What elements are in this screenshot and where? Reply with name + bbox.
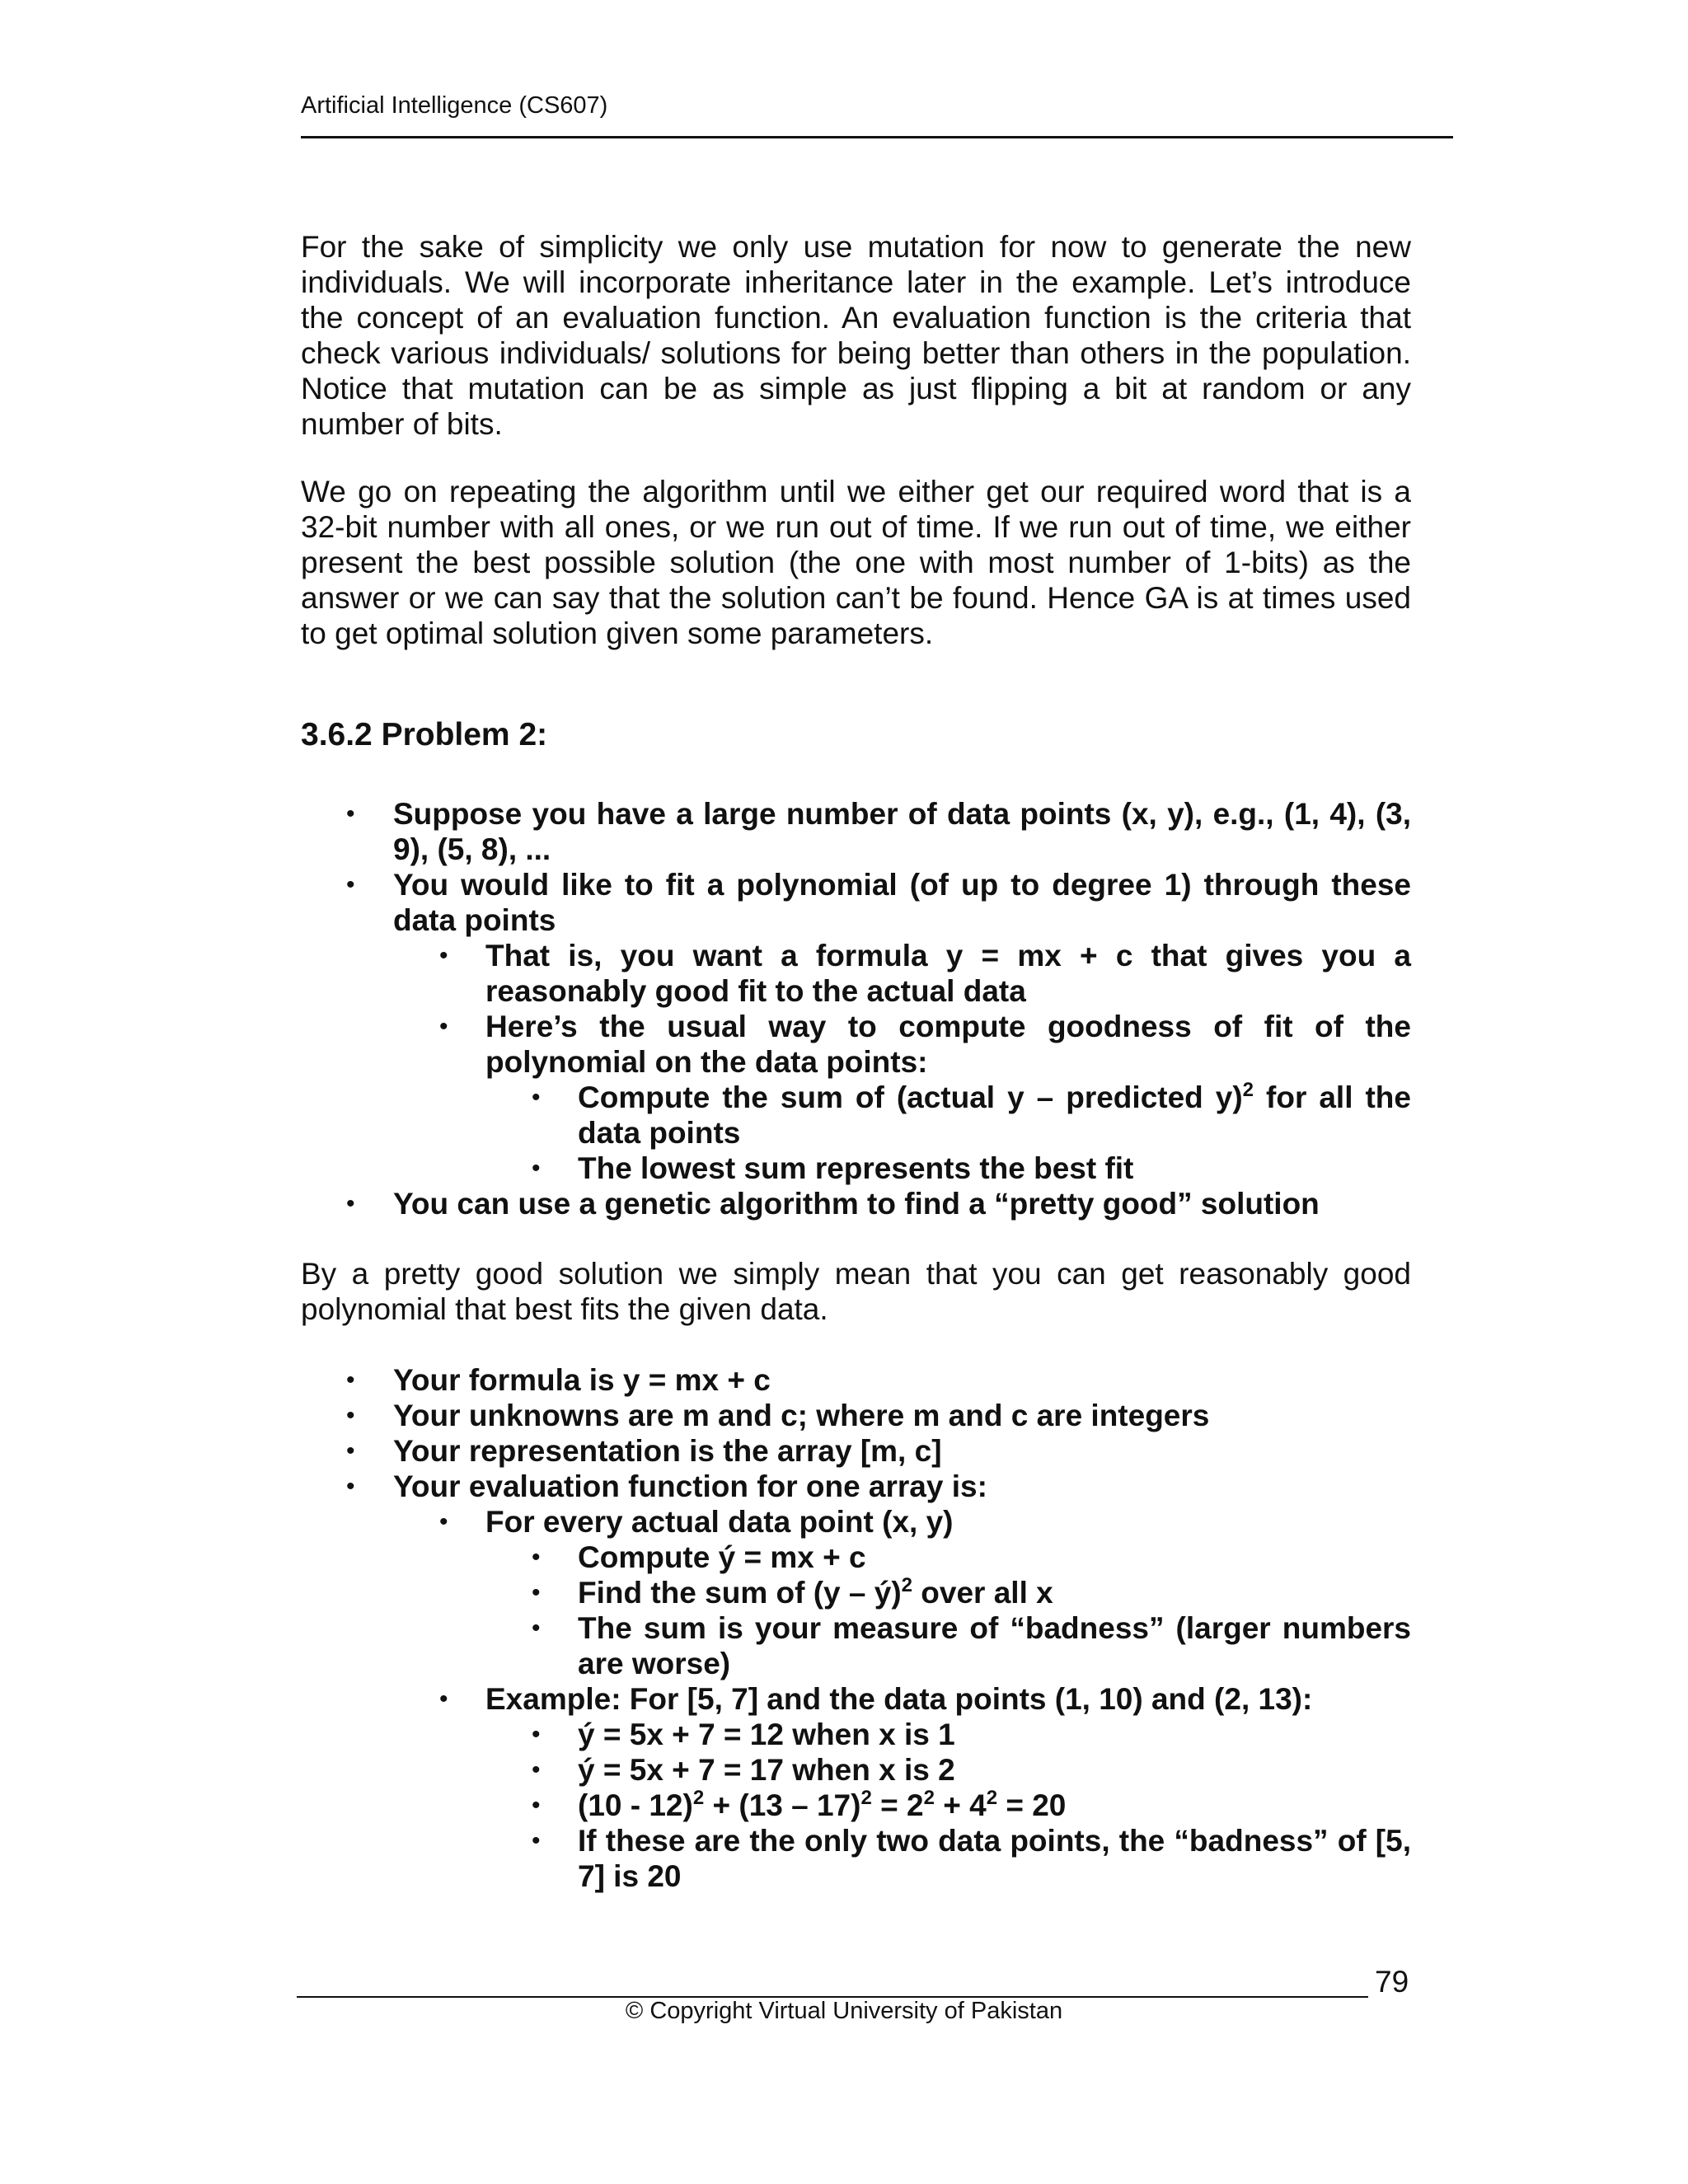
bullet-icon: •	[346, 1366, 355, 1394]
superscript: 2	[901, 1574, 912, 1596]
bullet-icon: •	[532, 1615, 541, 1642]
paragraph-3	[301, 1256, 1411, 1327]
list-item-text: Your evaluation function for one array is:	[393, 1469, 987, 1503]
representation-bullet-list	[301, 1362, 1411, 1894]
bullet-icon: •	[532, 1084, 541, 1111]
text-run: + 4	[934, 1788, 987, 1822]
superscript: 2	[1242, 1079, 1254, 1101]
bullet-icon: •	[532, 1155, 541, 1182]
list-item	[301, 1151, 1411, 1186]
list-item	[301, 1823, 1411, 1894]
list-item-text: ý = 5x + 7 = 12 when x is 1	[578, 1718, 955, 1751]
list-item	[301, 796, 1411, 867]
list-item-text: Your formula is y = mx + c	[393, 1363, 771, 1397]
list-item	[301, 1575, 1411, 1610]
superscript: 2	[986, 1787, 998, 1809]
list-item-text: Example: For [5, 7] and the data points (1, 10) and (2, 13):	[485, 1682, 1313, 1716]
list-item	[301, 1540, 1411, 1575]
paragraph-1	[301, 229, 1411, 442]
copyright-notice: © Copyright Virtual University of Pakistan	[625, 1998, 1063, 2024]
text-run: Compute the sum of (actual y – predicted y)	[578, 1080, 1243, 1114]
list-item-text: The lowest sum represents the best fit	[578, 1151, 1134, 1185]
bullet-icon: •	[532, 1756, 541, 1783]
bullet-icon: •	[532, 1827, 541, 1854]
paragraph-text: We go on repeating the algorithm until we either get our required word that is a 32-bit number with all ones, or we run out of time. If we run out of time, we either present the best possible solution (the one with most number of 1-bits) as the answer or we can say that the solution can’t be found. Hence GA is at times used to get optimal solution given some parameters.	[301, 475, 1411, 650]
text-run: for all the data points	[578, 1080, 1411, 1150]
list-item-text: You can use a genetic algorithm to find a “pretty good” solution	[393, 1187, 1320, 1221]
text-run: over all x	[912, 1576, 1053, 1610]
bullet-icon: •	[346, 1473, 355, 1500]
bullet-icon: •	[439, 1013, 448, 1040]
bullet-icon: •	[346, 1402, 355, 1429]
bullet-icon: •	[532, 1544, 541, 1571]
superscript: 2	[860, 1787, 872, 1809]
list-item-text: Your representation is the array [m, c]	[393, 1434, 942, 1468]
superscript: 2	[923, 1787, 935, 1809]
bullet-icon: •	[439, 942, 448, 969]
list-item	[301, 1469, 1411, 1504]
list-item-text: For every actual data point (x, y)	[485, 1505, 954, 1539]
list-item	[301, 1433, 1411, 1469]
list-item	[301, 1788, 1411, 1823]
text-run: (10 - 12)	[578, 1788, 693, 1822]
bullet-icon: •	[346, 1190, 355, 1217]
list-item	[301, 1610, 1411, 1681]
bullet-icon: •	[346, 800, 355, 827]
bullet-icon: •	[439, 1685, 448, 1713]
bullet-icon: •	[346, 1437, 355, 1465]
page-number: 79	[1375, 1965, 1409, 1999]
text-run: Find the sum of (y – ý)	[578, 1576, 902, 1610]
paragraph-text: By a pretty good solution we simply mean that you can get reasonably good polynomial that best fits the given data.	[301, 1257, 1411, 1326]
list-item	[301, 1362, 1411, 1398]
bullet-icon: •	[532, 1721, 541, 1748]
bullet-icon: •	[346, 871, 355, 898]
list-item-text: Compute ý = mx + c	[578, 1540, 866, 1574]
list-item-text: You would like to fit a polynomial (of up to degree 1) through these data points	[393, 868, 1411, 937]
running-header: Artificial Intelligence (CS607)	[301, 92, 608, 119]
list-item-text: Here’s the usual way to compute goodness of fit of the polynomial on the data points:	[485, 1010, 1411, 1079]
list-item-text	[578, 1788, 1066, 1822]
superscript: 2	[692, 1787, 705, 1809]
list-item-text: That is, you want a formula y = mx + c that gives you a reasonably good fit to the actual data	[485, 939, 1411, 1008]
list-item-text: If these are the only two data points, the “badness” of [5, 7] is 20	[578, 1824, 1411, 1893]
text-run: = 20	[997, 1788, 1067, 1822]
list-item	[301, 1504, 1411, 1540]
list-item	[301, 1752, 1411, 1788]
list-item	[301, 1398, 1411, 1433]
paragraph-2	[301, 474, 1411, 651]
section-heading: 3.6.2 Problem 2:	[301, 717, 548, 752]
text-run: = 2	[871, 1788, 924, 1822]
paragraph-text: For the sake of simplicity we only use mutation for now to generate the new individuals. We will incorporate inheritance later in the example. Let’s introduce the concept of an evaluation function. An evaluation function is the criteria that check various individuals/ solutions for being better than others in the population. Notice that mutation can be as simple as just flipping a bit at random or any number of bits.	[301, 230, 1411, 441]
bullet-icon: •	[439, 1508, 448, 1535]
list-item	[301, 1681, 1411, 1717]
list-item	[301, 1009, 1411, 1080]
list-item	[301, 1186, 1411, 1221]
list-item-text: ý = 5x + 7 = 17 when x is 2	[578, 1753, 955, 1787]
list-item-text	[578, 1080, 1411, 1150]
list-item-text: Your unknowns are m and c; where m and c are integers	[393, 1399, 1210, 1432]
header-rule	[301, 136, 1453, 138]
list-item	[301, 938, 1411, 1009]
list-item	[301, 1717, 1411, 1752]
bullet-icon: •	[532, 1579, 541, 1606]
list-item-text: The sum is your measure of “badness” (larger numbers are worse)	[578, 1611, 1411, 1680]
text-run: + (13 – 17)	[704, 1788, 861, 1822]
list-item-text	[578, 1576, 1053, 1610]
list-item	[301, 1080, 1411, 1151]
list-item-text: Suppose you have a large number of data points (x, y), e.g., (1, 4), (3, 9), (5, 8), ...	[393, 797, 1411, 866]
bullet-icon: •	[532, 1792, 541, 1819]
list-item	[301, 867, 1411, 938]
problem-bullet-list	[301, 796, 1411, 1221]
